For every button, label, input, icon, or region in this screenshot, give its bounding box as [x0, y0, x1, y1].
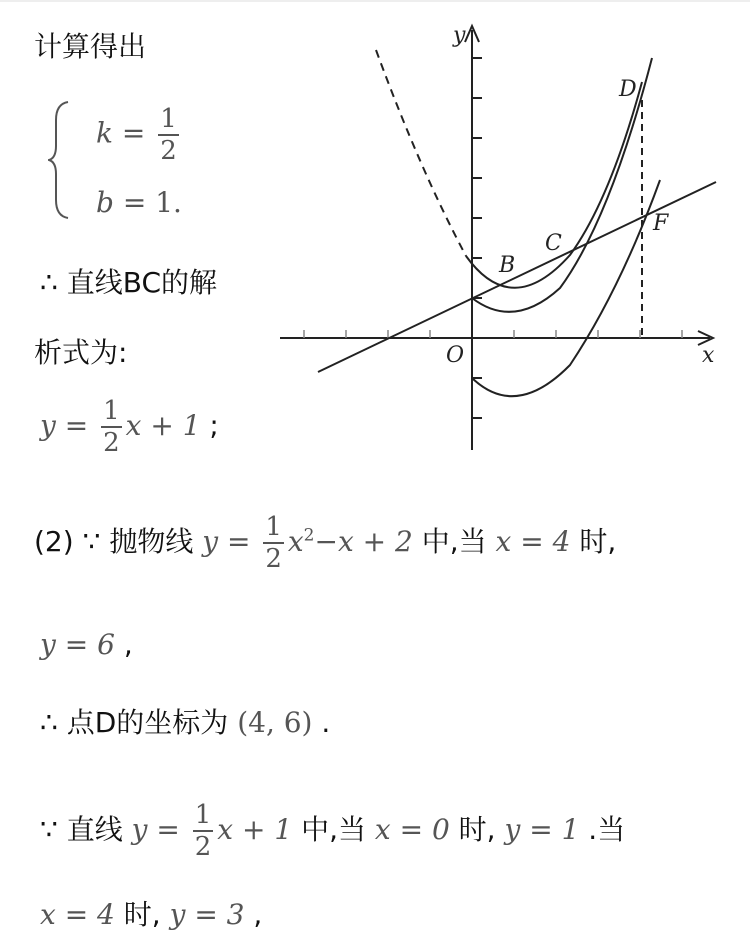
label-y: y	[453, 23, 466, 48]
label-x: x	[702, 343, 715, 368]
dashed-parabola	[376, 50, 466, 256]
because-symbol: ∵	[82, 525, 101, 558]
parabola-top	[466, 82, 642, 288]
label-f: F	[653, 211, 669, 236]
therefore-symbol: ∴	[40, 266, 58, 299]
k-fraction: $\frac{1}{2}$	[160, 104, 177, 166]
point-d-line: ∴ 点D的坐标为 (4, 6) .	[40, 706, 331, 739]
line-bc-text-2: 析式为:	[34, 336, 128, 369]
equation-b: b = 1.	[96, 186, 182, 219]
line2-text: ∵ 直线 y = $\frac{1}{2}$ x + 1 中,当 x = 0 时, y = 1 .当	[40, 800, 626, 862]
y-axis-ticks	[472, 58, 482, 418]
top-divider	[0, 0, 750, 2]
y6-line: y = 6 ,	[40, 628, 133, 661]
parabola-bottom	[472, 180, 660, 396]
label-origin: O	[446, 343, 465, 368]
part2-line: (2) ∵ 抛物线 y = $\frac{1}{2}$ $x^2-x + 2$ 中,当 x = 4 时,	[34, 512, 617, 574]
function-graph	[270, 20, 730, 460]
label-d: D	[619, 77, 637, 102]
x-axis-ticks	[304, 330, 682, 338]
line-bc-text-1: ∴ 直线BC的解	[40, 266, 218, 299]
k-label: k	[96, 116, 113, 150]
equation-k: k = $\frac{1}{2}$	[96, 104, 177, 166]
part2-prefix: (2)	[34, 525, 74, 558]
label-c: C	[545, 231, 562, 256]
label-b: B	[499, 253, 516, 278]
b-label: b	[96, 186, 114, 219]
b-value: 1.	[155, 186, 182, 219]
left-brace	[48, 100, 72, 220]
line-bc-equation: y = $\frac{1}{2}$ x + 1 ;	[40, 396, 219, 458]
last-line: x = 4 时, y = 3 ,	[40, 898, 263, 931]
heading-text: 计算得出	[34, 30, 147, 63]
